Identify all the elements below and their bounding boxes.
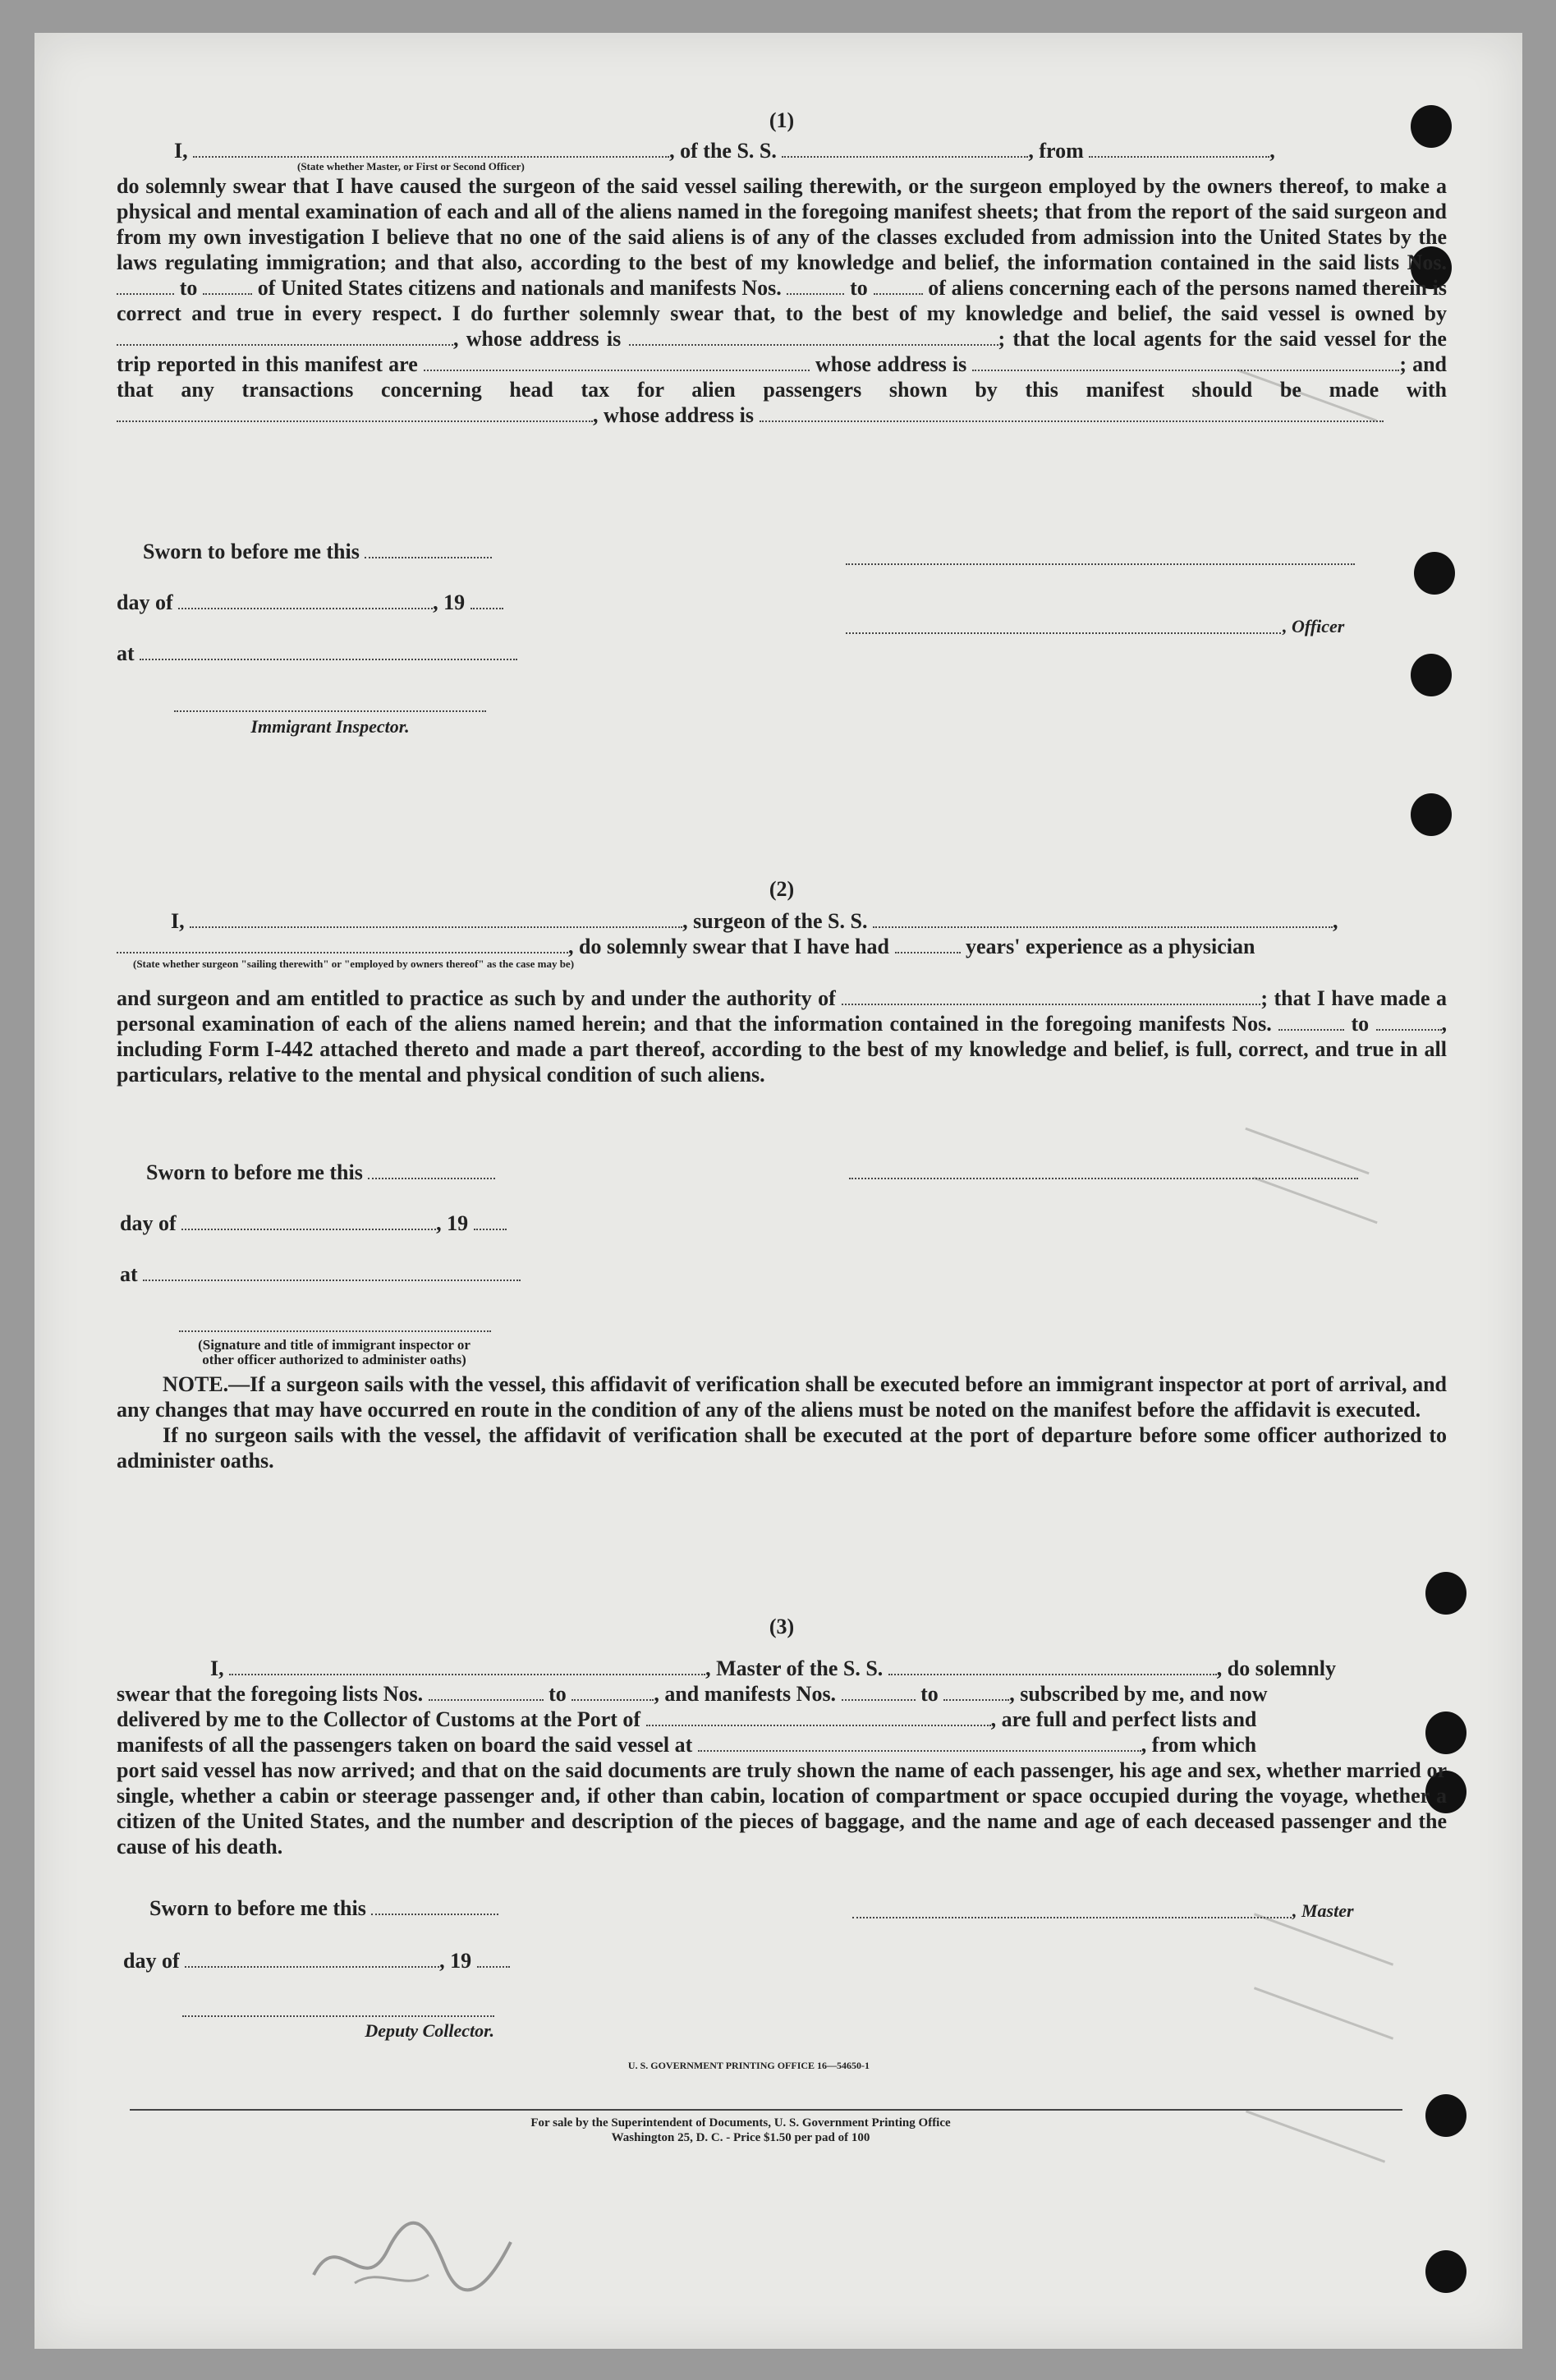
- year-field[interactable]: [477, 1950, 510, 1968]
- day-of-line-3: [123, 1948, 510, 1973]
- text: years' experience as a physician: [966, 935, 1255, 958]
- sale-notice-2: Washington 25, D. C. - Price $1.50 per pad of 100: [611, 2131, 870, 2144]
- sworn-date-field[interactable]: [371, 1897, 498, 1915]
- vessel-name-field[interactable]: [888, 1657, 1217, 1675]
- text: that the local agents for the said vessel for the trip reported in this manifest are: [117, 327, 1447, 376]
- text: day of: [123, 1949, 180, 1973]
- text: to: [549, 1682, 567, 1706]
- day-month-field[interactable]: [181, 1212, 436, 1230]
- text: of aliens concerning each of the persons named therein is correct and true in every respect. I do further solemnly swear that, to the best of my knowledge and belief, the said vessel is owned by: [117, 276, 1448, 325]
- text: , surgeon of the S. S.: [682, 909, 868, 933]
- sworn-line-3: [149, 1895, 498, 1921]
- text: to: [179, 276, 198, 300]
- manifest-to-field[interactable]: [1376, 1013, 1442, 1031]
- sworn-line-2: [146, 1160, 495, 1185]
- text: ;: [998, 327, 1006, 351]
- manifest-from-field[interactable]: [1278, 1013, 1344, 1031]
- text: , whose address is: [453, 327, 622, 351]
- place-field[interactable]: [143, 1263, 521, 1281]
- text: , of the S. S.: [669, 139, 777, 163]
- vessel-name-field[interactable]: [873, 910, 1333, 928]
- officer-name-field[interactable]: [193, 140, 669, 158]
- surgeon-oath-body: [117, 986, 1447, 1087]
- manifest-from-field[interactable]: [787, 277, 844, 295]
- section-number: (2): [769, 877, 795, 901]
- text: Sworn to before me this: [149, 1896, 366, 1920]
- day-month-field[interactable]: [185, 1950, 439, 1968]
- manifest-to-field[interactable]: [943, 1683, 1009, 1701]
- deputy-collector-label: Deputy Collector.: [365, 2020, 494, 2041]
- punch-hole: [1411, 793, 1452, 836]
- text: day of: [117, 590, 173, 614]
- immigrant-inspector-label: Immigrant Inspector.: [250, 716, 410, 737]
- year-field[interactable]: [470, 591, 503, 609]
- at-line-1: [117, 641, 517, 666]
- inspector-signature-line[interactable]: [174, 710, 486, 712]
- text: of United States citizens and nationals and manifests Nos.: [257, 276, 782, 300]
- oath-body: [117, 173, 1447, 428]
- list-to-field[interactable]: [571, 1683, 654, 1701]
- text: to: [920, 1682, 939, 1706]
- officer-label: , Officer: [1283, 616, 1345, 636]
- text: , do solemnly: [1216, 1656, 1336, 1680]
- bleed-through-mark: [1246, 2110, 1385, 2162]
- vessel-name-field[interactable]: [782, 140, 1028, 158]
- agents-address-field[interactable]: [972, 353, 1399, 371]
- text: and surgeon and am entitled to practice as such by and under the authority of: [117, 986, 836, 1010]
- surgeon-line: [117, 908, 1447, 934]
- note-block: [117, 1371, 1447, 1473]
- manifest-from-field[interactable]: [842, 1683, 916, 1701]
- text: ,: [1269, 139, 1275, 163]
- collector-line: [117, 1707, 1447, 1732]
- boarding-port-field[interactable]: [698, 1734, 1141, 1752]
- text: whose address is: [815, 352, 967, 376]
- surgeon-caption: (State whether surgeon "sailing therewith" or "employed by owners thereof" as the case may be): [133, 958, 575, 970]
- text: , 19: [439, 1949, 472, 1973]
- text: , whose address is: [593, 403, 755, 427]
- text: I,: [171, 909, 185, 933]
- text: ,: [1332, 909, 1338, 933]
- master-name-field[interactable]: [229, 1657, 705, 1675]
- surgeon-name-field[interactable]: [190, 910, 682, 928]
- lists-line: [117, 1681, 1447, 1707]
- text: , Master of the S. S.: [705, 1656, 884, 1680]
- at-line-2: [120, 1261, 521, 1287]
- text: Sworn to before me this: [143, 540, 360, 563]
- manifest-to-field[interactable]: [874, 277, 923, 295]
- text: , from: [1028, 139, 1084, 163]
- text: delivered by me to the Collector of Customs at the Port of: [117, 1707, 641, 1731]
- text: , subscribed by me, and now: [1009, 1682, 1268, 1706]
- master-line: [117, 1656, 1447, 1681]
- manifest-page: [34, 33, 1522, 2349]
- surgeon-line-2: [117, 934, 1447, 959]
- affidavit-section-3: [117, 1615, 1447, 1859]
- text: at: [120, 1262, 138, 1286]
- years-field[interactable]: [895, 935, 961, 953]
- footer-rule: [130, 2109, 1402, 2111]
- text: ;: [1260, 986, 1268, 1010]
- master-oath-body: port said vessel has now arrived; and that on the said documents are truly shown the name of each passenger, his age and sex, whether married or single, whether a cabin or steerage passenger and, if other than cabin, location of compartment or space occupied during the voyage, whether a citizen of the United States, and the number and description of the pieces of baggage, and the name and age of each deceased passenger and the cause of his death.: [117, 1758, 1447, 1859]
- punch-hole: [1411, 654, 1452, 696]
- sworn-date-field[interactable]: [368, 1161, 495, 1179]
- bleed-through-mark: [1253, 1177, 1377, 1224]
- text: that I have made a personal examination of each of the aliens named herein; and that the information contained in the foregoing manifests Nos.: [117, 986, 1448, 1036]
- section-number: (3): [769, 1615, 795, 1638]
- agents-field[interactable]: [424, 353, 810, 371]
- day-of-line-2: [120, 1211, 507, 1236]
- headtax-address-field[interactable]: [760, 404, 1384, 422]
- text: , 19: [433, 590, 466, 614]
- from-port-field[interactable]: [1089, 140, 1269, 158]
- note-text: NOTE.—If a surgeon sails with the vessel, this affidavit of verification shall be executed before an immigrant inspector at port of arrival, and any changes that may have occurred en route in the condition of any of the aliens must be noted on the manifest before the affidavit is executed.: [117, 1372, 1447, 1422]
- affidavit-section-2: [117, 877, 1447, 1087]
- officer-signature-line[interactable]: [846, 563, 1355, 565]
- officer-caption: (State whether Master, or First or Second Officer): [297, 160, 525, 172]
- master-signature-line[interactable]: [852, 1917, 1292, 1918]
- surgeon-signature-line[interactable]: [849, 1178, 1358, 1179]
- text: to: [850, 276, 868, 300]
- gpo-imprint: U. S. GOVERNMENT PRINTING OFFICE 16—54650-1: [627, 2060, 870, 2071]
- owner-field[interactable]: [117, 328, 453, 346]
- text: at: [117, 641, 135, 665]
- section-number: (1): [769, 108, 795, 132]
- headtax-agent-field[interactable]: [117, 404, 593, 422]
- list-from-field[interactable]: [429, 1683, 544, 1701]
- bleed-through-mark: [1254, 1987, 1393, 2039]
- text: , 19: [436, 1211, 469, 1235]
- text: do solemnly swear that I have caused the surgeon of the said vessel sailing therewith, or the surgeon employed by the owners thereof, to make a physical and mental examination of each and all of the aliens named in the foregoing manifest sheets; that from the report of the said surgeon and from my own investigation I believe that no one of the said aliens is of any of the classes excluded from admission into the United States by the laws regulating immigration; and that also, according to the best of my knowledge and belief, the information contained in the said lists Nos.: [117, 174, 1447, 274]
- year-field[interactable]: [474, 1212, 507, 1230]
- text: ; and that any transactions concerning head tax for alien passengers shown by this manifest should be made with: [117, 352, 1447, 402]
- surgeon-status-field[interactable]: [117, 935, 568, 953]
- punch-hole: [1425, 2250, 1466, 2293]
- collector-signature-line[interactable]: [182, 2015, 494, 2017]
- text: I,: [210, 1656, 224, 1680]
- master-label: , Master: [1292, 1900, 1354, 1921]
- text: , are full and perfect lists and: [990, 1707, 1257, 1731]
- day-of-line-1: [117, 590, 503, 615]
- bleed-through-mark: [1245, 1128, 1369, 1175]
- list-from-field[interactable]: [117, 277, 174, 295]
- affidavit-section-1: [117, 108, 1447, 428]
- text: , from which: [1141, 1733, 1257, 1757]
- list-to-field[interactable]: [203, 277, 252, 295]
- text: Sworn to before me this: [146, 1160, 363, 1184]
- punch-hole: [1425, 2094, 1466, 2137]
- punch-hole: [1425, 1572, 1466, 1615]
- witness-caption-2: other officer authorized to administer oaths): [202, 1352, 466, 1367]
- text: manifests of all the passengers taken on board the said vessel at: [117, 1733, 693, 1757]
- sworn-line-1: [143, 539, 492, 564]
- text: day of: [120, 1211, 177, 1235]
- note-text-2: If no surgeon sails with the vessel, the affidavit of verification shall be executed at the port of departure before some officer authorized to administer oaths.: [117, 1423, 1447, 1473]
- sworn-date-field[interactable]: [365, 540, 492, 558]
- witness-signature-line[interactable]: [179, 1330, 491, 1332]
- text: , do solemnly swear that I have had: [568, 935, 890, 958]
- text: to: [1351, 1012, 1370, 1036]
- text: swear that the foregoing lists Nos.: [117, 1682, 424, 1706]
- port-field[interactable]: [646, 1708, 991, 1726]
- punch-hole: [1414, 552, 1455, 595]
- witness-caption-1: (Signature and title of immigrant inspector or: [198, 1337, 470, 1353]
- officer-title-line[interactable]: [846, 632, 1281, 634]
- boarding-line: [117, 1732, 1447, 1757]
- owner-address-field[interactable]: [629, 328, 998, 346]
- place-field[interactable]: [140, 642, 517, 660]
- text: , and manifests Nos.: [654, 1682, 837, 1706]
- text: I,: [174, 139, 188, 163]
- authority-field[interactable]: [842, 987, 1260, 1005]
- day-month-field[interactable]: [178, 591, 433, 609]
- handwritten-mark: [305, 2209, 519, 2308]
- text: , including Form I-442 attached thereto and made a part thereof, according to the best of my knowledge and belief, is full, correct, and true in all particulars, relative to the mental and physical condition of such aliens.: [117, 1012, 1448, 1087]
- sale-notice-1: For sale by the Superintendent of Documents, U. S. Government Printing Office: [530, 2116, 951, 2130]
